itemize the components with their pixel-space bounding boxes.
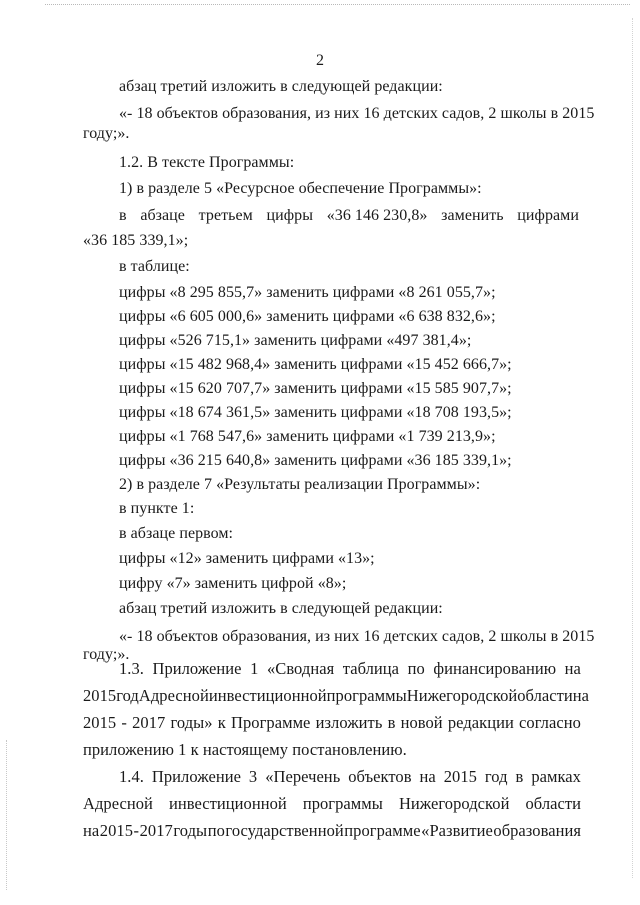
page-number: 2	[316, 52, 324, 69]
word: программе	[344, 821, 421, 840]
word: Нижегородской	[398, 794, 510, 813]
text-line: цифры «526 715,1» заменить цифрами «497 381,4»;	[119, 332, 472, 349]
word: на	[564, 659, 581, 678]
word: 2015	[83, 713, 117, 732]
word: объектов	[348, 767, 412, 786]
word: Нижегородской	[406, 686, 518, 705]
scan-edge-left	[6, 740, 7, 890]
word: инвестиционной	[208, 686, 327, 705]
text-line: в таблице:	[119, 258, 190, 275]
word: на	[419, 767, 436, 786]
word: государственной	[225, 821, 344, 840]
word: образования	[493, 821, 581, 840]
word: 3	[248, 767, 258, 786]
text-line: в абзаце первом:	[119, 525, 234, 542]
text-line: году;».	[83, 646, 130, 663]
text-line: приложению 1 к настоящему постановлению.	[83, 740, 407, 759]
word: по	[407, 659, 425, 678]
word: цифры	[266, 207, 314, 224]
text-line: цифру «7» заменить цифрой «8»;	[119, 575, 347, 592]
text-line: «- 18 объектов образования, из них 16 детских садов, 2 школы в 2015	[119, 628, 595, 645]
text-line: абзац третий изложить в следующей редакции:	[119, 78, 443, 95]
word: редакции	[447, 713, 514, 732]
word: в	[387, 713, 396, 732]
word: «Сводная	[266, 659, 335, 678]
word: год	[484, 767, 508, 786]
text-line: цифры «18 674 361,5» заменить цифрами «18 708 193,5»;	[119, 404, 512, 421]
text-line: цифры «15 482 968,4» заменить цифрами «15 452 666,7»;	[119, 356, 512, 373]
word: «Перечень	[265, 767, 341, 786]
text-line: цифры «36 215 640,8» заменить цифрами «36 185 339,1»;	[119, 452, 512, 469]
text-line: 2) в разделе 7 «Результаты реализации Программы»:	[119, 476, 481, 493]
justified-line	[83, 794, 581, 814]
word: программы	[302, 794, 383, 813]
text-line: цифры «8 295 855,7» заменить цифрами «8 261 055,7»;	[119, 284, 496, 301]
word: цифрами	[517, 207, 579, 224]
word: 2017	[132, 713, 166, 732]
text-line: цифры «12» заменить цифрами «13»;	[119, 550, 375, 567]
word: годы»	[170, 713, 213, 732]
text-line: в пункте 1:	[119, 500, 195, 517]
word: абзаце	[140, 207, 185, 224]
word: заменить	[441, 207, 504, 224]
word: Адресной	[83, 794, 153, 813]
justified-line	[119, 767, 581, 787]
text-line: цифры «1 768 547,6» заменить цифрами «1 739 213,9»;	[119, 428, 496, 445]
text-line: цифры «15 620 707,7» заменить цифрами «15 585 907,7»;	[119, 380, 512, 397]
word: годы	[173, 821, 208, 840]
word: согласно	[519, 713, 581, 732]
word: 1	[250, 659, 259, 678]
justified-line	[83, 821, 581, 841]
word: третьем	[198, 207, 253, 224]
word: Приложение	[151, 767, 241, 786]
word: 2015	[99, 821, 133, 840]
word: области	[525, 794, 581, 813]
scan-edge-right	[632, 18, 633, 878]
word: на	[83, 821, 100, 840]
word: 2015	[443, 767, 477, 786]
text-line: 1) в разделе 5 «Ресурсное обеспечение Программы»:	[119, 180, 482, 197]
word: инвестиционной	[168, 794, 287, 813]
word: на	[572, 686, 590, 705]
word: по	[207, 821, 225, 840]
text-line: «36 185 339,1»;	[83, 232, 189, 249]
word: «Развитие	[421, 821, 493, 840]
justified-line	[83, 686, 590, 706]
word: 2015	[83, 686, 117, 705]
word: в	[119, 207, 127, 224]
word: Приложение	[152, 659, 242, 678]
text-line: цифры «6 605 000,6» заменить цифрами «6 638 832,6»;	[119, 308, 496, 325]
scan-edge-top	[45, 4, 630, 5]
text-line: году;».	[83, 125, 130, 142]
word: «36 146 230,8»	[326, 207, 428, 224]
word: 1.4.	[119, 767, 144, 786]
word: в	[515, 767, 524, 786]
word: год	[116, 686, 139, 705]
justified-line	[119, 659, 581, 679]
word: программы	[326, 686, 407, 705]
word: Программе	[231, 713, 311, 732]
word: новой	[400, 713, 443, 732]
text-line: абзац третий изложить в следующей редакции:	[119, 600, 443, 617]
word: таблица	[342, 659, 400, 678]
word: к	[217, 713, 226, 732]
word: 2017	[139, 821, 173, 840]
text-line: 1.2. В тексте Программы:	[119, 154, 295, 171]
word: -	[133, 821, 140, 840]
word: 1.3.	[119, 659, 144, 678]
text-line: «- 18 объектов образования, из них 16 детских садов, 2 школы в 2015	[119, 105, 595, 122]
word: области	[517, 686, 573, 705]
word: -	[121, 713, 127, 732]
word: изложить	[315, 713, 383, 732]
word: рамках	[531, 767, 581, 786]
justified-line	[119, 206, 579, 226]
word: Адресной	[138, 686, 209, 705]
justified-line	[83, 713, 581, 733]
word: финансированию	[433, 659, 557, 678]
